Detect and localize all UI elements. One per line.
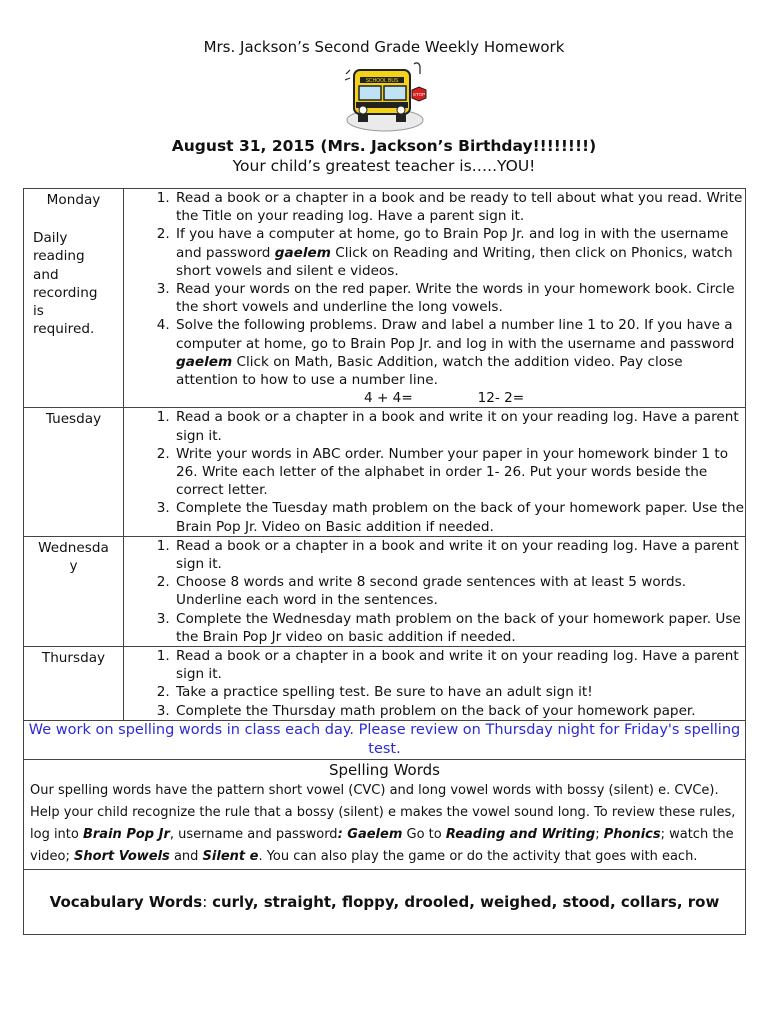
spelling-cell [24, 759, 746, 869]
wednesday-row [24, 536, 746, 646]
password-text: gaelem [176, 353, 233, 370]
day-label-tuesday: Tuesday [45, 411, 102, 428]
spelling-heading: Spelling Words [329, 760, 440, 779]
day-cell-tuesday [24, 408, 124, 536]
task-list-monday [124, 189, 745, 389]
tasks-cell-wednesday [124, 536, 746, 646]
tasks-cell-tuesday [124, 408, 746, 536]
vocabulary-cell: Vocabulary Words: curly, straight, floppy, drooled, weighed, stood, collars, row [24, 869, 746, 934]
task-item: 2. Choose 8 words and write 8 second grade sentences with at least 5 words. Underline each word in the sentences. [174, 573, 745, 609]
day-cell-wednesday [24, 536, 124, 646]
day-cell-monday [24, 189, 124, 408]
silent-e-text: Silent e [202, 848, 259, 864]
monday-note [26, 229, 121, 338]
vocabulary-words: curly, straight, floppy, drooled, weighed, stood, collars, row [212, 892, 720, 911]
notice-row [24, 720, 746, 759]
monday-note-line: reading [33, 248, 85, 265]
stop-sign-text: STOP [412, 92, 426, 97]
password-text: : Gaelem [337, 826, 403, 842]
monday-note-line: required. [33, 321, 95, 338]
task-item: 1. Read a book or a chapter in a book and write it on your reading log. Have a parent sign it. [174, 408, 745, 444]
math-problem-2: 12- 2= [477, 390, 525, 407]
vocabulary-label: Vocabulary Words [49, 892, 203, 911]
tuesday-row [24, 408, 746, 536]
brain-pop-link-text: Brain Pop Jr [82, 826, 170, 842]
short-vowels-text: Short Vowels [74, 848, 170, 864]
vocabulary-row [24, 869, 746, 934]
phonics-text: Phonics [603, 826, 661, 842]
password-text: gaelem [274, 244, 331, 261]
task-item: 1. Read a book or a chapter in a book and write it on your reading log. Have a parent sign it. [174, 647, 745, 683]
day-label-monday: Monday [46, 192, 101, 208]
teacher-line: Your child’s greatest teacher is…..YOU! [232, 157, 536, 175]
tasks-cell-thursday [124, 647, 746, 721]
task-item: 3. Complete the Tuesday math problem on the back of your homework paper. Use the Brain Pop Jr. Video on Basic addition if needed. [174, 499, 745, 535]
monday-row [24, 189, 746, 408]
spelling-notice: We work on spelling words in class each day. Please review on Thursday night for Friday's spelling test. [24, 720, 746, 759]
school-bus-clipart [340, 60, 430, 138]
day-label-thursday: Thursday [41, 650, 106, 667]
task-list-tuesday [124, 408, 745, 535]
task-item: 4. Solve the following problems. Draw and label a number line 1 to 20. If you have a computer at home, go to Brain Pop Jr. and log in with the username and password gaelem Click on Math, Basic Addition, watch the addition video. Pay close attention to how to use a number line. [174, 316, 745, 389]
monday-note-line: recording [33, 284, 98, 301]
task-item: 2. Write your words in ABC order. Number your paper in your homework binder 1 to 26. Write each letter of the alphabet in order 1- 26. Put your words beside the correct letter. [174, 445, 745, 500]
task-list-thursday [124, 647, 745, 720]
date-line: August 31, 2015 (Mrs. Jackson’s Birthday!!!!!!!!) [171, 137, 597, 155]
task-item: 2. If you have a computer at home, go to Brain Pop Jr. and log in with the username and password gaelem Click on Reading and Writing, then click on Phonics, watch short vowels and silent e videos. [174, 225, 745, 280]
homework-table [23, 188, 746, 935]
task-item: 1. Read a book or a chapter in a book and be ready to tell about what you read. Write the Title on your reading log. Have a parent sign it. [174, 189, 745, 225]
thursday-row [24, 647, 746, 721]
math-problem-1: 4 + 4= [364, 390, 413, 407]
task-list-wednesday [124, 537, 745, 646]
tasks-cell-monday [124, 189, 746, 408]
day-label-wednesday: Wednesda y [38, 539, 109, 575]
day-cell-thursday [24, 647, 124, 721]
spelling-body: Our spelling words have the pattern short vowel (CVC) and long vowel words with bossy (silent) e. CVCe). Help your child recognize the rule that a bossy (silent) e makes the vowel sound long. To review these rules, log into Brain Pop Jr, username and password: Gaelem Go to Reading and Writing; Phonics; watch the video; Short Vowels and Silent e. You can also play the game or do the activity that goes with each. [30, 782, 736, 864]
bus-sign-text: SCHOOL BUS [365, 78, 399, 84]
task-item: 3. Complete the Wednesday math problem on the back of your homework paper. Use the Brain Pop Jr video on basic addition if needed. [174, 610, 745, 646]
spelling-row [24, 759, 746, 869]
monday-note-line: and [33, 266, 59, 283]
page-title: Mrs. Jackson’s Second Grade Weekly Homework [203, 38, 565, 56]
task-item: 2. Take a practice spelling test. Be sure to have an adult sign it! [174, 683, 745, 701]
task-item: 1. Read a book or a chapter in a book and write it on your reading log. Have a parent sign it. [174, 537, 745, 573]
monday-note-line: is [33, 303, 44, 320]
task-item: 3. Read your words on the red paper. Write the words in your homework book. Circle the short vowels and underline the long vowels. [174, 280, 745, 316]
math-problems [124, 389, 745, 407]
reading-writing-text: Reading and Writing [445, 826, 596, 842]
task-item: 3. Complete the Thursday math problem on the back of your homework paper. [174, 702, 745, 720]
monday-note-line: Daily [33, 230, 68, 247]
